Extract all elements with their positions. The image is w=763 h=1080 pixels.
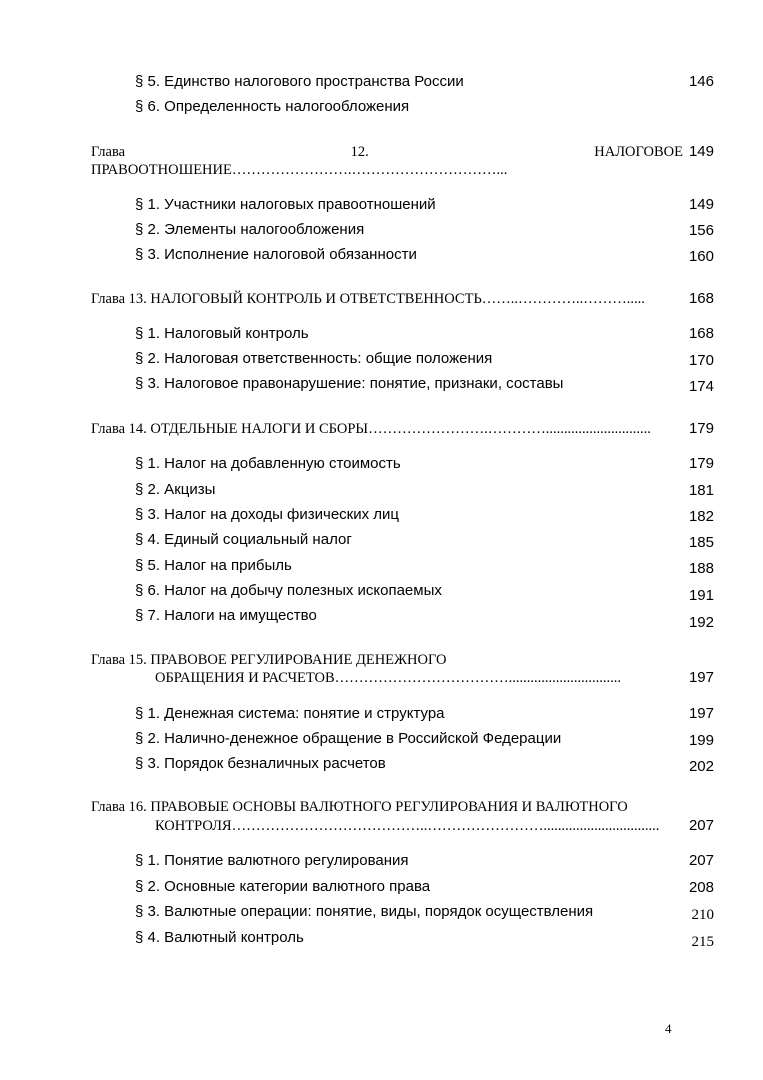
toc-section: § 2. Налоговая ответственность: общие положения — [135, 350, 493, 367]
toc-section: § 6. Определенность налогообложения — [135, 98, 410, 115]
chapter-title-word: НАЛОГОВОЕ — [594, 144, 683, 160]
toc-page-number: 170 — [688, 352, 714, 369]
toc-section: § 1. Участники налоговых правоотношений — [135, 196, 436, 213]
toc-section: § 2. Основные категории валютного права — [135, 878, 431, 895]
toc-section: § 5. Налог на прибыль — [135, 557, 292, 574]
toc-page-number: 192 — [688, 614, 714, 631]
toc-page-number: 179 — [688, 455, 714, 472]
toc-section: § 3. Исполнение налоговой обязанности — [135, 246, 417, 263]
toc-page-number: 185 — [688, 534, 714, 551]
toc-section: § 2. Акцизы — [135, 481, 216, 498]
toc-page-number: 181 — [688, 482, 714, 499]
toc-page-number: 188 — [688, 560, 714, 577]
page-number: 4 — [665, 1021, 672, 1036]
toc-section: § 3. Налоговое правонарушение: понятие, признаки, составы — [135, 375, 564, 392]
chapter-16-title-line1: Глава 16. ПРАВОВЫЕ ОСНОВЫ ВАЛЮТНОГО РЕГУЛИРОВАНИЯ И ВАЛЮТНОГО — [91, 799, 628, 815]
toc-page-number: 149 — [688, 143, 714, 160]
toc-page-number: 160 — [688, 248, 714, 265]
chapter-16-title-line2: КОНТРОЛЯ…………………………………..……………………................................ — [155, 818, 660, 834]
chapter-14-title: Глава 14. ОТДЕЛЬНЫЕ НАЛОГИ И СБОРЫ…………………….…………............................. — [91, 421, 651, 437]
toc-page-number: 156 — [688, 222, 714, 239]
chapter-15-title-line2: ОБРАЩЕНИЯ И РАСЧЕТОВ………………………………............................... — [155, 670, 622, 686]
toc-section: § 3. Порядок безналичных расчетов — [135, 755, 386, 772]
toc-page-number: 202 — [688, 758, 714, 775]
toc-section: § 2. Налично-денежное обращение в Российской Федерации — [135, 730, 562, 747]
toc-section: § 4. Валютный контроль — [135, 929, 304, 946]
toc-page-number: 182 — [688, 508, 714, 525]
toc-page-number: 207 — [688, 852, 714, 869]
toc-section: § 6. Налог на добычу полезных ископаемых — [135, 582, 442, 599]
toc-page-number: 197 — [688, 669, 714, 686]
toc-page-number: 215 — [691, 934, 714, 950]
chapter-word: Глава — [91, 144, 126, 160]
toc-page-number: 179 — [688, 420, 714, 437]
toc-page-number: 210 — [691, 907, 714, 923]
toc-section: § 7. Налоги на имущество — [135, 607, 317, 624]
toc-page-number: 168 — [688, 325, 714, 342]
toc-page-number: 168 — [688, 290, 714, 307]
toc-page-number: 199 — [688, 732, 714, 749]
chapter-12-title-line2: ПРАВООТНОШЕНИЕ…………………….…………………………... — [91, 162, 508, 178]
chapter-12-title-line1 — [91, 143, 683, 161]
toc-section: § 3. Налог на доходы физических лиц — [135, 506, 399, 523]
toc-section: § 3. Валютные операции: понятие, виды, порядок осуществления — [135, 903, 594, 920]
toc-page-number: 146 — [688, 73, 714, 90]
toc-section: § 1. Понятие валютного регулирования — [135, 852, 409, 869]
chapter-13-title: Глава 13. НАЛОГОВЫЙ КОНТРОЛЬ И ОТВЕТСТВЕННОСТЬ……..…………..………..... — [91, 291, 645, 307]
toc-section: § 1. Налоговый контроль — [135, 325, 309, 342]
toc-section: § 4. Единый социальный налог — [135, 531, 352, 548]
toc-page-number: 207 — [688, 817, 714, 834]
toc-page-number: 174 — [688, 378, 714, 395]
toc-page-number: 208 — [688, 879, 714, 896]
chapter-number: 12. — [350, 144, 369, 160]
toc-section: § 2. Элементы налогообложения — [135, 221, 365, 238]
toc-page-number: 191 — [688, 587, 714, 604]
toc-section: § 1. Налог на добавленную стоимость — [135, 455, 401, 472]
toc-section: § 1. Денежная система: понятие и структура — [135, 705, 445, 722]
chapter-15-title-line1: Глава 15. ПРАВОВОЕ РЕГУЛИРОВАНИЕ ДЕНЕЖНОГО — [91, 652, 447, 668]
toc-page-number: 149 — [688, 196, 714, 213]
toc-section: § 5. Единство налогового пространства России — [135, 73, 464, 90]
toc-page-number: 197 — [688, 705, 714, 722]
